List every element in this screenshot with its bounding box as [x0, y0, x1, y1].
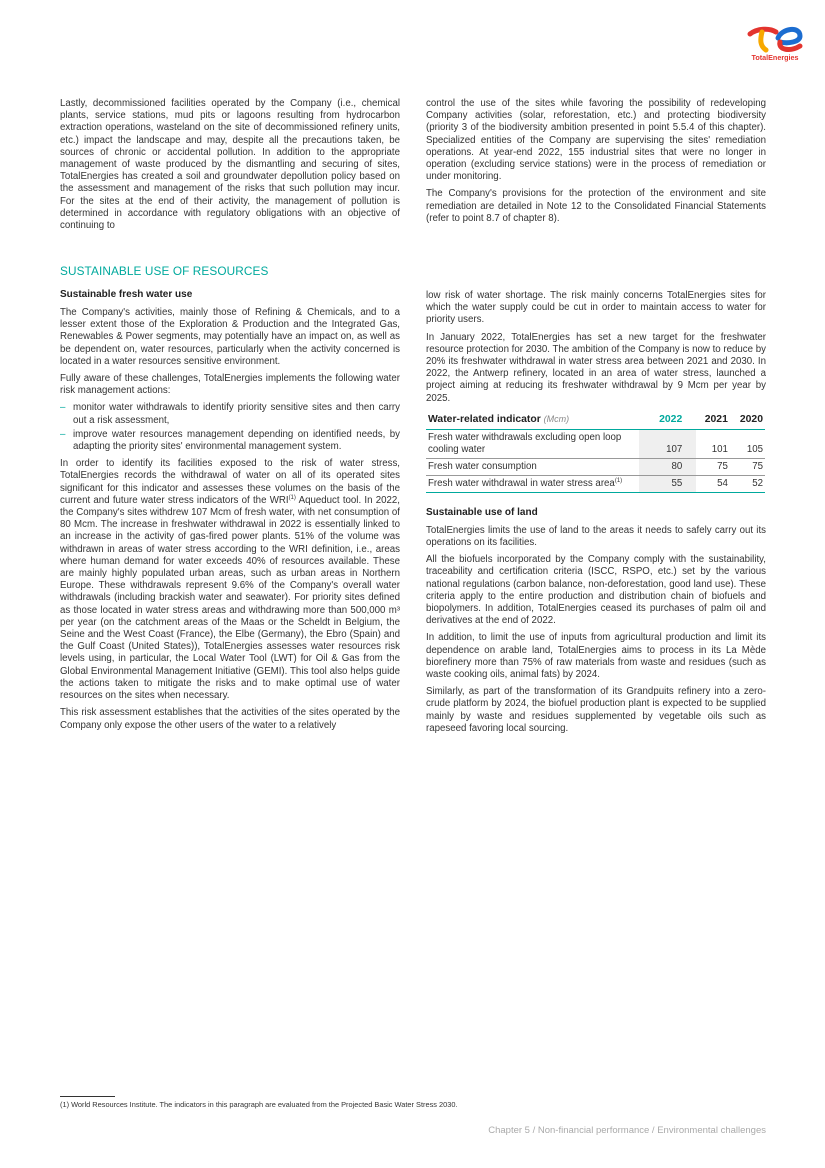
subheading: Sustainable fresh water use: [60, 289, 193, 300]
table-cell: 101: [696, 429, 730, 458]
table-cell: 55: [639, 475, 696, 492]
text-span: Aqueduct tool. In 2022, the Company's sites withdrew 107 Mcm of fresh water, with net consumption of 80 Mcm. The increase in freshwater withdrawal in 2022 is essentially linked to an increase in the activity of gas-fired power plants. 51% of the volume was withdrawn in areas of water stress according to the WRI definition, i.e., areas where human demand for water exceeds 40% of resources available. These are mainly highly populated urban areas, such as urban areas in Northern Europe. These withdrawals represent 9.6% of the Company's overall water withdrawals (including brackish water and seawater). For priority sites defined as those located in water stress areas and withdrawing more than 500,000 m³ per year (on the catchment areas of the Maas or the Scheldt in Belgium, the Seine and the West Coast (France), the Elbe (Germany), the Ebro (Spain) and the Gulf Coast (United States)), TotalEnergies assesses water resources risk levels using, in particular, the Local Water Tool (LWT) for Oil & Gas from the Global Environmental Management Initiative (GEMI). This tool also helps guide the actions taken to mitigate the risks and to make optimal use of water resources on the sites when necessary.: [60, 494, 400, 702]
paragraph: Lastly, decommissioned facilities operated by the Company (i.e., chemical plants, service stations, mud pits or lagoons resulting from hydrocarbon extraction operations, wasteland on the site of decommissioned refinery units, etc.) impact the landscape and may, despite all the precautions taken, be sources of chronic or accidental pollution. In addition to the appropriate management of waste produced by the dismantling and securing of sites, TotalEnergies has created a soil and groundwater depollution policy based on the assessment and management of the risks that such pollution may incur. For the sites at the end of their activity, the management of pollution is determined in accordance with regulatory obligations with an objective of continuing to: [60, 98, 400, 232]
water-indicator-table: [426, 411, 765, 493]
header-unit: (Mcm): [543, 413, 570, 424]
header-text: Water-related indicator: [428, 413, 541, 425]
list-item: – improve water resources management depending on identified needs, by adapting the priority sites' environmental management system.: [60, 429, 400, 453]
table-cell-label: Fresh water consumption: [426, 458, 639, 475]
footnote-ref: (1): [288, 494, 296, 501]
cell-text: Fresh water withdrawal in water stress area: [428, 477, 615, 489]
subheading: Sustainable use of land: [426, 506, 538, 518]
paragraph: Similarly, as part of the transformation of its Grandpuits refinery into a zero-crude platform by 2024, the biofuel production plant is expected to be supplied mainly by waste and residues supplemented by vegetable oils such as rapeseed favoring local sourcing.: [426, 686, 766, 734]
table-header-year: 2020: [730, 411, 765, 430]
table-header-row: [426, 411, 765, 430]
page-footer: Chapter 5 / Non-financial performance / Environmental challenges: [488, 1125, 766, 1136]
table-cell: 52: [730, 475, 765, 492]
paragraph: control the use of the sites while favoring the possibility of redeveloping Company activities (solar, reforestation, etc.) and protecting biodiversity (priority 3 of the biodiversity ambition presented in point 5.5.4 of this chapter). Specialized entities of the Company are supervising the sites' remediation operations. At year-end 2022, 155 industrial sites that were no longer in operation (excluding service stations) were in the process of remediation or under monitoring.: [426, 98, 766, 183]
brand-name: TotalEnergies: [751, 53, 799, 62]
table-cell: 75: [730, 458, 765, 475]
paragraph: This risk assessment establishes that the activities of the sites operated by the Company only expose the other users of the water to a relatively: [60, 707, 400, 731]
section-title: SUSTAINABLE USE OF RESOURCES: [60, 264, 269, 278]
list-item: – monitor water withdrawals to identify priority sensitive sites and then carry out a risk assessment,: [60, 402, 400, 426]
col2: [426, 290, 766, 740]
footnote-divider: [60, 1096, 115, 1097]
table-cell: 75: [696, 458, 730, 475]
table-cell-label: [426, 475, 639, 492]
paragraph: The Company's provisions for the protection of the environment and site remediation are detailed in Note 12 to the Consolidated Financial Statements (refer to point 8.7 of chapter 8).: [426, 188, 766, 224]
table-cell: 107: [639, 429, 696, 458]
table-cell: 80: [639, 458, 696, 475]
table-header-year: 2022: [639, 411, 696, 430]
bullet-list: [60, 402, 400, 453]
paragraph: In addition, to limit the use of inputs from agricultural production and limit its dependence on arable land, TotalEnergies aims to process in its La Mède biorefinery more than 75% of raw materials from waste and residues (such as waste cooking oils, animal fats) by 2024.: [426, 632, 766, 681]
table-header-label: [426, 411, 639, 430]
paragraph: [60, 458, 400, 702]
paragraph: In January 2022, TotalEnergies has set a new target for the freshwater resource protection for 2030. The ambition of the Company is now to reduce by 20% its freshwater withdrawal in water stress area between 2021 and 2030. In 2022, the Antwerp refinery, located in an area of water stress, launched a project aiming at reducing its freshwater withdrawal by 9 Mcm per year by 2025.: [426, 331, 766, 404]
paragraph: The Company's activities, mainly those of Refining & Chemicals, and to a lesser extent those of the Exploration & Production and the Integrated Gas, Renewables & Power segments, may potentially have an impact on, as well as be dependent on, water resources, particularly when the activity concerned is located in a water resources sensitive environment.: [60, 307, 400, 367]
paragraph: TotalEnergies limits the use of land to the areas it needs to safely carry out its operations on its facilities.: [426, 524, 766, 549]
paragraph: Fully aware of these challenges, TotalEnergies implements the following water risk management actions:: [60, 373, 400, 397]
table-row: [426, 429, 765, 458]
table-header-year: 2021: [696, 411, 730, 430]
col1-top: [60, 98, 400, 237]
footnote-ref: (1): [614, 477, 623, 484]
paragraph: low risk of water shortage. The risk mainly concerns TotalEnergies sites for which the water supply could be cut in order to maintain access to water for priority users.: [426, 290, 766, 326]
paragraph: All the biofuels incorporated by the Company comply with the sustainability, traceability and certification criteria (ISCC, RSPO, etc.) set by the various national regulations (carbon balance, non-deforestation, good land use). These criteria apply to the entire production and distribution chain of biofuels and biopolymers. In addition, TotalEnergies ceased its purchases of palm oil and derivatives at the end of 2022.: [426, 554, 766, 627]
col1: [60, 289, 400, 737]
table-row: [426, 475, 765, 492]
col2-top: [426, 98, 766, 230]
table-row: [426, 458, 765, 475]
text-span: In order to identify its facilities exposed to the risk of water stress, TotalEnergies records the withdrawal of water on all of its operated sites significant for this indicator and assesses these volumes on the basis of the current and future water stress indicators of the WRI: [60, 458, 400, 506]
footnote: (1) World Resources Institute. The indicators in this paragraph are evaluated from the Projected Basic Water Stress 2030.: [60, 1100, 458, 1109]
table-cell-label: Fresh water withdrawals excluding open loop cooling water: [426, 429, 639, 458]
table-cell: 105: [730, 429, 765, 458]
table-cell: 54: [696, 475, 730, 492]
